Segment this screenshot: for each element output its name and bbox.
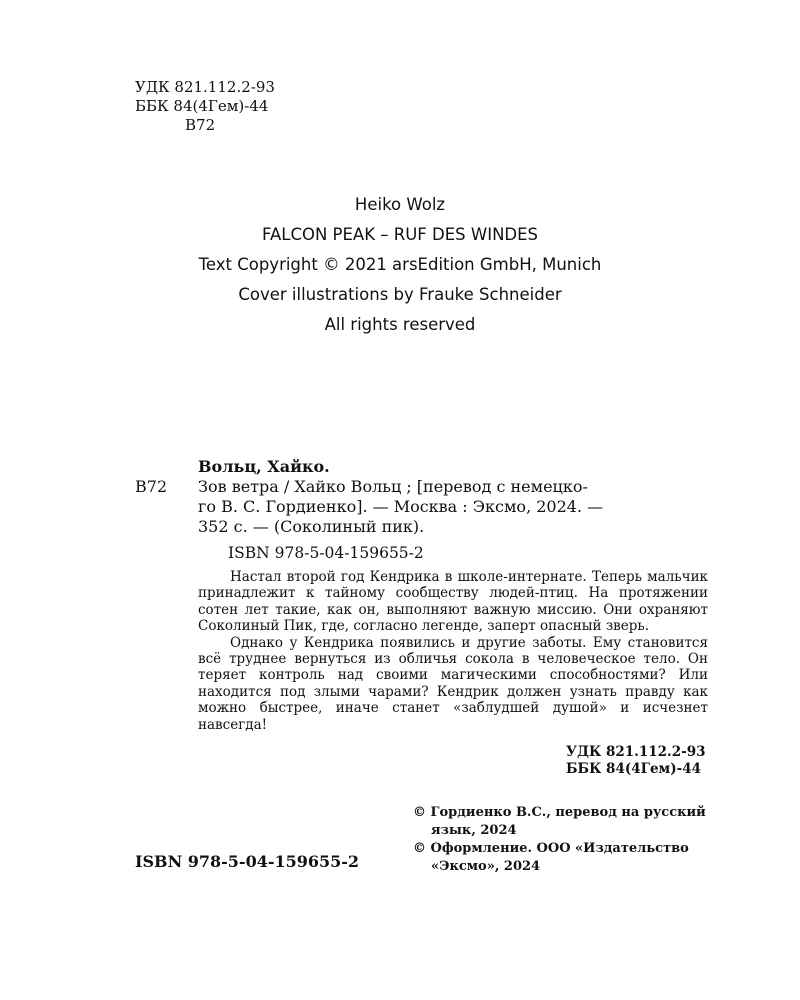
author-code: В72 xyxy=(185,116,216,134)
bibliographic-description xyxy=(198,477,708,537)
copyright-notices xyxy=(413,804,713,876)
rights-notice: All rights reserved xyxy=(324,315,476,334)
original-title: FALCON PEAK – RUF DES WINDES xyxy=(261,225,539,244)
bbk-code: ББК 84(4Гем)-44 xyxy=(135,97,269,115)
bbk-code-bottom: ББК 84(4Гем)-44 xyxy=(566,761,702,777)
cover-illustrations-credit: Cover illustrations by Frauke Schneider xyxy=(238,285,562,304)
annotation-paragraph: Настал второй год Кендрика в школе-интернате. Теперь мальчик принадлежит к тайному сообществу людей-птиц. На протяжении сотен лет такие, как он, выполняют важную миссию. Они охраняют Соколиный Пик, где, согласно легенде, заперт опасный зверь. xyxy=(198,569,708,635)
isbn-record: ISBN 978-5-04-159655-2 xyxy=(228,544,424,562)
original-copyright: Text Copyright © 2021 arsEdition GmbH, Munich xyxy=(198,255,602,274)
description-line: го В. С. Гордиенко]. — Москва : Эксмо, 2024. — xyxy=(198,497,604,516)
classification-block-top xyxy=(135,78,275,135)
classification-block-bottom xyxy=(566,744,705,778)
annotation xyxy=(198,569,708,733)
description-line: Зов ветра / Хайко Вольц ; [перевод с немецко- xyxy=(198,477,588,496)
description-line: 352 с. — (Соколиный пик). xyxy=(198,517,425,536)
udk-code-bottom: УДК 821.112.2-93 xyxy=(566,744,706,760)
author-heading: Вольц, Хайко. xyxy=(198,457,330,476)
original-author: Heiko Wolz xyxy=(354,195,446,214)
translation-copyright: © Гордиенко В.С., перевод на русский язык, 2024 xyxy=(413,805,706,838)
isbn-bottom: ISBN 978-5-04-159655-2 xyxy=(135,852,360,871)
design-copyright: © Оформление. ООО «Издательство «Эксмо», 2024 xyxy=(413,841,689,874)
author-code-left: В72 xyxy=(135,477,168,496)
udk-code: УДК 821.112.2-93 xyxy=(135,78,275,96)
original-edition-info xyxy=(0,190,800,340)
annotation-paragraph: Однако у Кендрика появились и другие заботы. Ему становится всё труднее вернуться из обличья сокола в человеческое тело. Он теряет контроль над своими магическими способностями? Или находится под злыми чарами? Кендрик должен узнать правду как можно быстрее, иначе станет «заблудшей душой» и исчезнет навсегда! xyxy=(198,634,708,733)
